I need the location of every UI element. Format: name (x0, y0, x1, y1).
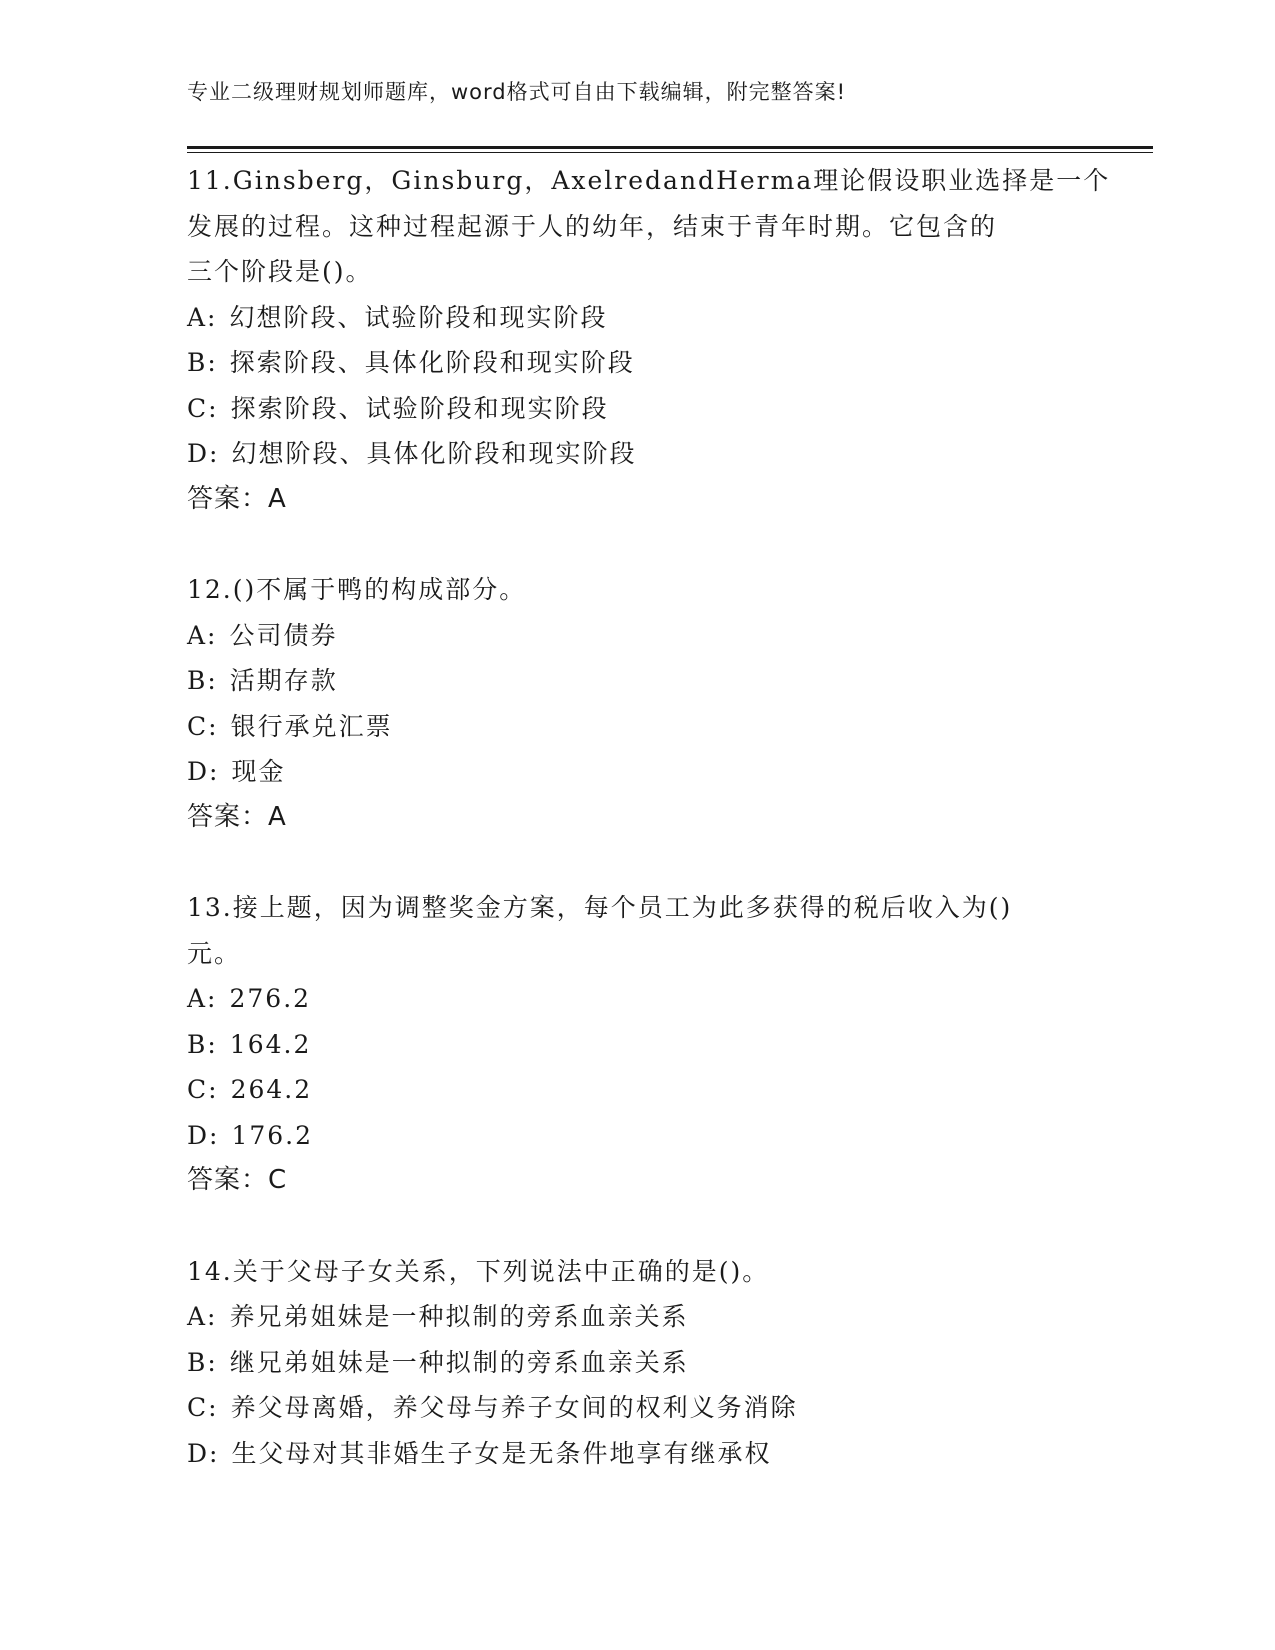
stem-line: 14.关于父母子女关系，下列说法中正确的是()。 (187, 1256, 770, 1286)
header-rule-thick (187, 146, 1153, 149)
option-c (187, 1067, 1087, 1113)
stem-line: 13.接上题，因为调整奖金方案，每个员工为此多获得的税后收入为() (187, 893, 1013, 922)
answer-line: 答案：C (187, 1165, 288, 1195)
option-label: C: (187, 1393, 219, 1422)
option-label: A: (187, 302, 218, 332)
option-label: B: (187, 348, 218, 377)
option-label: B: (187, 1029, 218, 1059)
option-c (187, 1385, 1087, 1431)
option-b (187, 340, 1087, 386)
option-d (187, 749, 1087, 795)
option-text: 幻想阶段、具体化阶段和现实阶段 (231, 439, 637, 468)
option-label: C: (187, 711, 219, 741)
option-b (187, 658, 1087, 704)
option-d (187, 431, 1087, 477)
header-rule-thin (187, 152, 1153, 153)
option-a (187, 613, 1087, 659)
option-text: 264.2 (230, 1075, 313, 1104)
option-c (187, 386, 1087, 432)
option-label: D: (187, 439, 220, 468)
option-text: 现金 (231, 757, 286, 786)
option-text: 养兄弟姐妹是一种拟制的旁系血亲关系 (229, 1302, 689, 1331)
question-stem (187, 1249, 1087, 1295)
option-text: 探索阶段、具体化阶段和现实阶段 (229, 348, 635, 377)
option-label: B: (187, 666, 218, 695)
option-b (187, 1340, 1087, 1386)
option-text: 继兄弟姐妹是一种拟制的旁系血亲关系 (229, 1347, 689, 1377)
question-12 (187, 567, 1087, 840)
option-d (187, 1431, 1087, 1477)
option-label: A: (187, 984, 218, 1013)
stem-line: 三个阶段是()。 (187, 257, 373, 286)
stem-line: 12.()不属于鸭的构成部分。 (187, 575, 527, 604)
option-text: 养父母离婚，养父母与养子女间的权利义务消除 (230, 1393, 798, 1422)
option-text: 探索阶段、试验阶段和现实阶段 (230, 393, 609, 423)
option-a (187, 295, 1087, 341)
option-label: D: (187, 1438, 220, 1468)
stem-line: 元。 (187, 938, 242, 968)
option-text: 生父母对其非婚生子女是无条件地享有继承权 (231, 1438, 772, 1468)
question-stem (187, 567, 1087, 613)
option-text: 276.2 (229, 984, 312, 1013)
stem-line: 11.Ginsberg，Ginsburg，AxelredandHerma理论假设职业选择是一个 (187, 166, 1111, 195)
option-a (187, 1294, 1087, 1340)
option-label: D: (187, 757, 220, 786)
question-14 (187, 1249, 1087, 1477)
option-b (187, 1022, 1087, 1068)
option-text: 公司债券 (229, 620, 338, 650)
option-text: 活期存款 (229, 666, 338, 695)
question-stem (187, 158, 1111, 295)
question-list (187, 158, 1111, 1521)
option-label: C: (187, 1075, 219, 1104)
option-label: A: (187, 620, 218, 650)
answer-line: 答案：A (187, 801, 287, 832)
option-a (187, 976, 1087, 1022)
page-header: 专业二级理财规划师题库，word格式可自由下载编辑，附完整答案! (187, 80, 847, 104)
question-stem (187, 885, 1087, 976)
option-label: D: (187, 1120, 220, 1150)
option-text: 幻想阶段、试验阶段和现实阶段 (229, 302, 608, 332)
option-label: C: (187, 393, 219, 423)
option-text: 164.2 (229, 1029, 312, 1059)
stem-line: 发展的过程。这种过程起源于人的幼年，结束于青年时期。它包含的 (187, 211, 998, 241)
option-text: 176.2 (231, 1120, 314, 1150)
question-11 (187, 158, 1111, 522)
option-label: B: (187, 1347, 218, 1377)
answer-line: 答案：A (187, 483, 287, 514)
option-text: 银行承兑汇票 (230, 711, 393, 741)
question-13 (187, 885, 1087, 1204)
option-d (187, 1113, 1087, 1159)
option-label: A: (187, 1302, 218, 1331)
option-c (187, 704, 1087, 750)
